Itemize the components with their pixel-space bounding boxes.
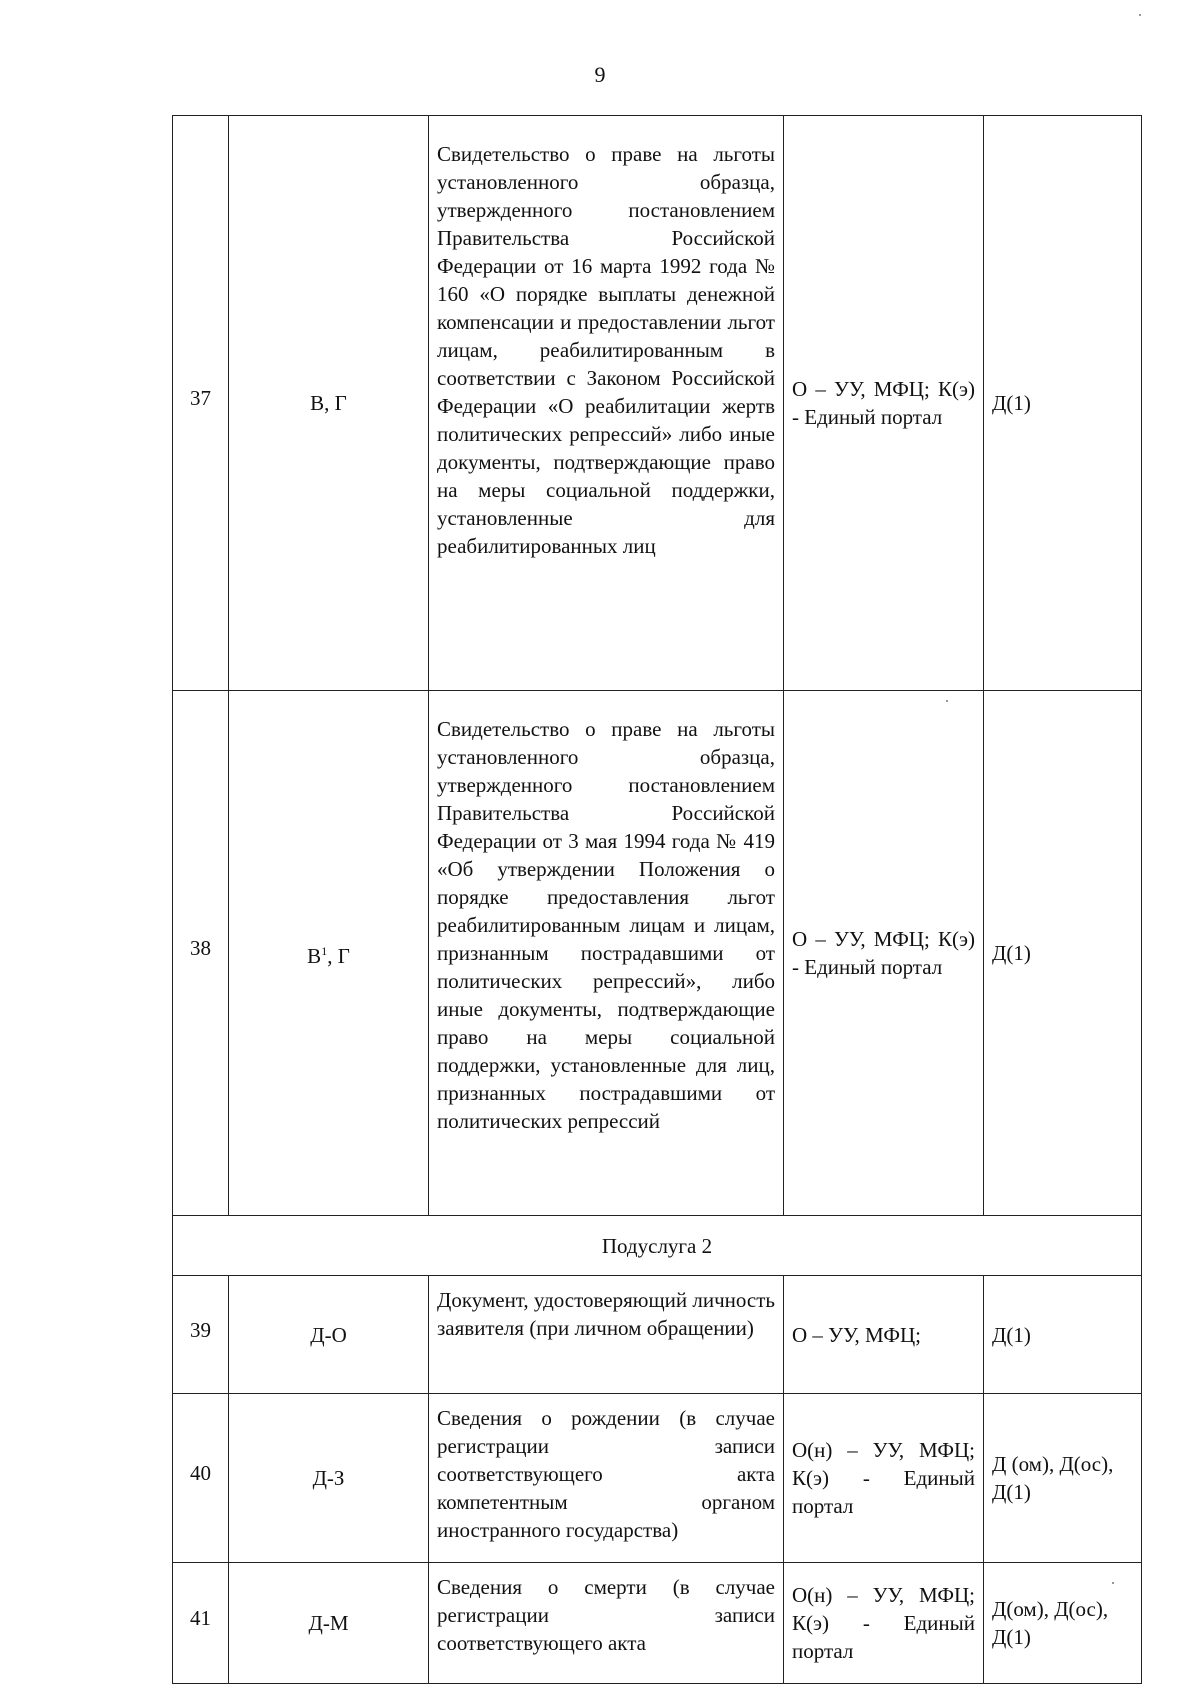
document-type: Д(ом), Д(ос), Д(1) (984, 1563, 1142, 1684)
submission-form: О – УУ, МФЦ; (784, 1276, 984, 1394)
submission-form: О – УУ, МФЦ; К(э) - Единый портал (784, 116, 984, 691)
row-number: 41 (173, 1563, 229, 1684)
category-code-rest: , Г (327, 943, 350, 968)
table-row (173, 691, 1142, 1216)
subservice-heading: Подуслуга 2 (173, 1216, 1142, 1276)
scan-speck (1139, 14, 1141, 16)
document-type: Д(1) (984, 1276, 1142, 1394)
scan-speck (1112, 1582, 1114, 1584)
page-number: 9 (594, 62, 606, 87)
table-row (173, 1276, 1142, 1394)
submission-form: О(н) – УУ, МФЦ; К(э) - Единый портал (784, 1563, 984, 1684)
category-code-main: В (307, 943, 322, 968)
category-code: Д-О (229, 1276, 429, 1394)
document-type: Д (ом), Д(ос), Д(1) (984, 1394, 1142, 1563)
document-type: Д(1) (984, 691, 1142, 1216)
scan-speck (946, 700, 948, 702)
submission-form: О(н) – УУ, МФЦ; К(э) - Единый портал (784, 1394, 984, 1563)
row-number: 38 (173, 691, 229, 1216)
document-type: Д(1) (984, 116, 1142, 691)
row-number: 39 (173, 1276, 229, 1394)
table-row (173, 1394, 1142, 1563)
document-description: Сведения о смерти (в случае регистрации записи соответствующего акта (429, 1563, 784, 1684)
document-description: Свидетельство о праве на льготы установленного образца, утвержденного постановлением Правительства Российской Федерации от 3 мая 1994 года № 419 «Об утверждении Положения о порядке предоставления льгот реабилитированным лицам и лицам, признанным пострадавшими от политических репрессий», либо иные документы, подтверждающие право на меры социальной поддержки, установленные для лиц, признанных пострадавшими от политических репрессий (429, 691, 784, 1216)
table-row (173, 116, 1142, 691)
documents-table (172, 115, 1142, 1684)
subheading-row (173, 1216, 1142, 1276)
category-code: Д-З (229, 1394, 429, 1563)
submission-form: О – УУ, МФЦ; К(э) - Единый портал (784, 691, 984, 1216)
row-number: 40 (173, 1394, 229, 1563)
category-code (229, 691, 429, 1216)
document-description: Документ, удостоверяющий личность заявителя (при личном обращении) (429, 1276, 784, 1394)
row-number: 37 (173, 116, 229, 691)
document-description: Сведения о рождении (в случае регистрации записи соответствующего акта компетентным органом иностранного государства) (429, 1394, 784, 1563)
category-code: В, Г (229, 116, 429, 691)
category-code: Д-М (229, 1563, 429, 1684)
table-row (173, 1563, 1142, 1684)
document-description: Свидетельство о праве на льготы установленного образца, утвержденного постановлением Правительства Российской Федерации от 16 марта 1992 года № 160 «О порядке выплаты денежной компенсации и предоставлении льгот лицам, реабилитированным в соответствии с Законом Российской Федерации «О реабилитации жертв политических репрессий» либо иные документы, подтверждающие право на меры социальной поддержки, установленные для реабилитированных лиц (429, 116, 784, 691)
category-code-superscript: 1 (321, 943, 328, 958)
